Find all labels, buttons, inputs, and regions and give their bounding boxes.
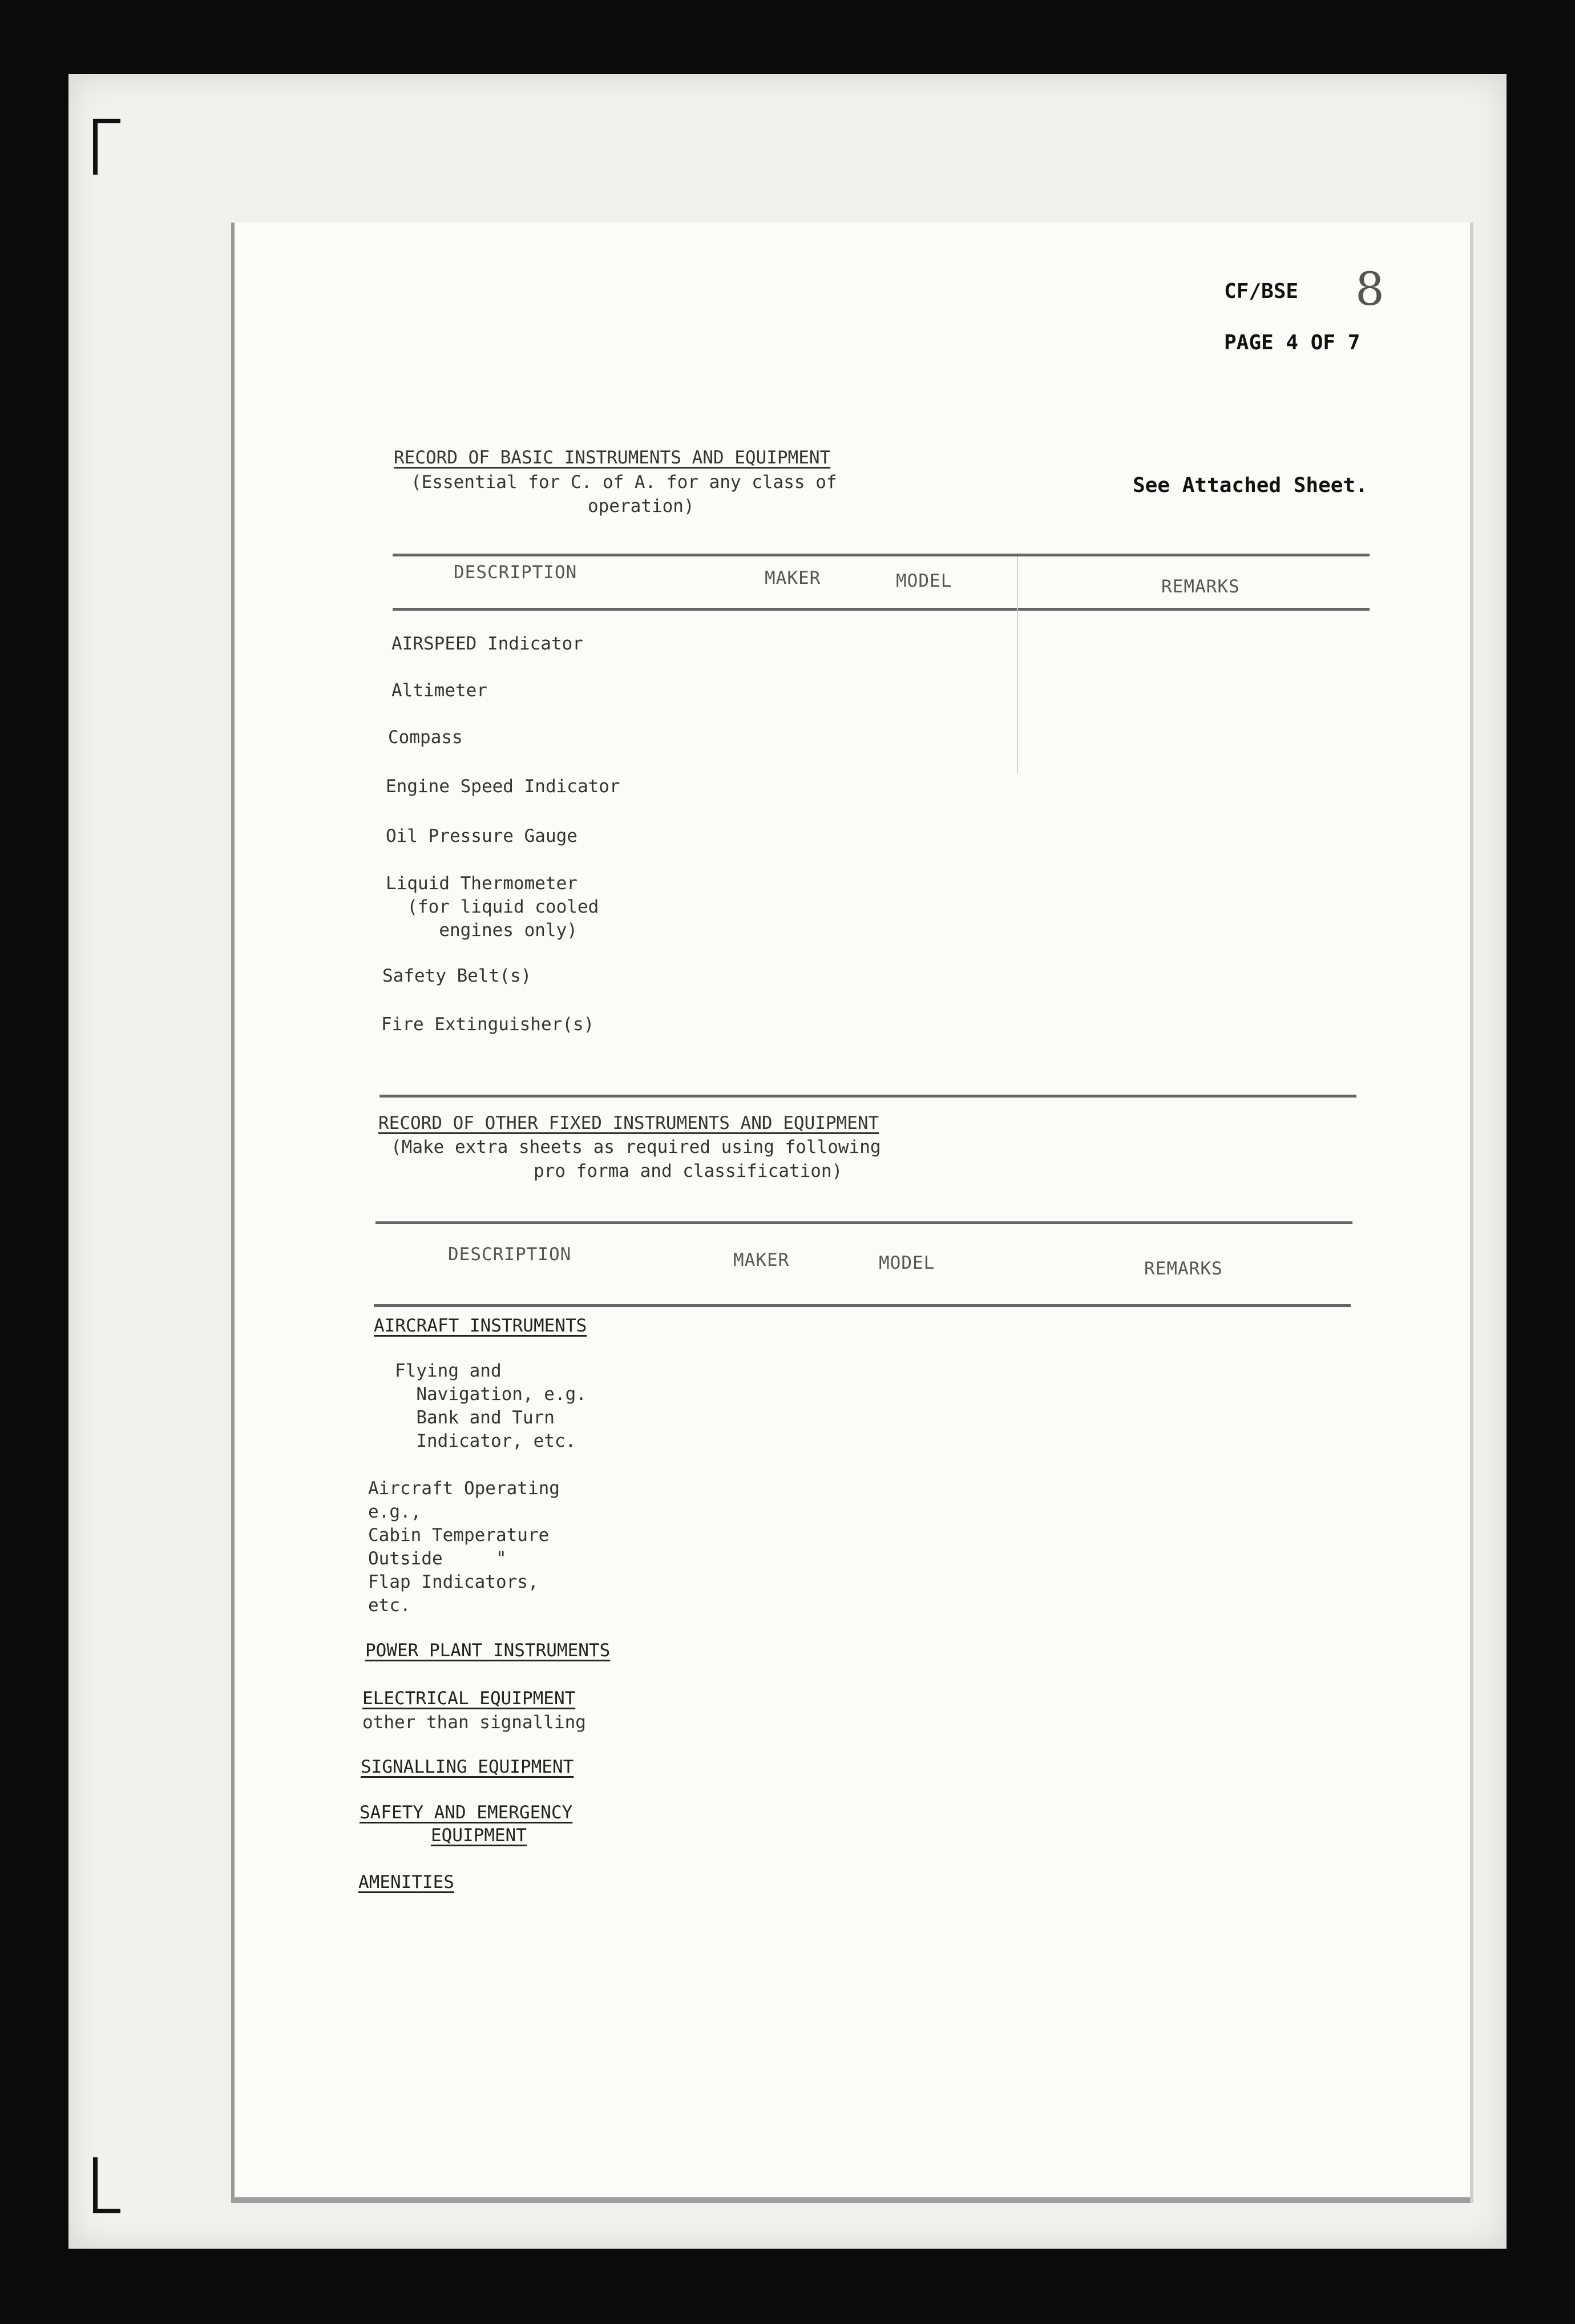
list-item: Fire Extinguisher(s) [381,1014,595,1035]
list-item: Flap Indicators, [368,1572,539,1592]
column-divider [1017,556,1018,773]
crop-mark-top-left [93,119,120,175]
category-heading: SIGNALLING EQUIPMENT [361,1757,574,1777]
category-subtext: other than signalling [362,1712,586,1733]
other-section-subtitle-1: (Make extra sheets as required using following [391,1137,881,1157]
basic-section-subtitle-2: operation) [588,496,694,517]
basic-section-title: RECORD OF BASIC INSTRUMENTS AND EQUIPMENT [394,447,831,468]
category-heading: POWER PLANT INSTRUMENTS [365,1640,611,1661]
list-item: Compass [388,727,463,748]
col-description: DESCRIPTION [448,1244,572,1265]
col-model: MODEL [879,1253,935,1273]
col-maker: MAKER [765,568,821,588]
list-item: Engine Speed Indicator [386,776,620,797]
list-item: Aircraft Operating [368,1478,560,1499]
list-item: etc. [368,1595,411,1616]
list-item: AIRSPEED Indicator [391,634,583,654]
col-remarks: REMARKS [1144,1258,1223,1279]
list-item: Bank and Turn [395,1407,555,1428]
list-item: Indicator, etc. [395,1431,576,1451]
list-item: Safety Belt(s) [382,966,532,986]
category-heading: EQUIPMENT [431,1825,527,1846]
list-item: Navigation, e.g. [395,1384,587,1405]
document-page [231,223,1470,2203]
category-heading: SAFETY AND EMERGENCY [360,1802,573,1823]
col-maker: MAKER [733,1250,790,1270]
category-heading: AMENITIES [358,1872,454,1893]
other-section-subtitle-2: pro forma and classification) [534,1161,843,1181]
handwritten-number: 8 [1355,263,1384,316]
crop-mark-bottom-left [93,2157,120,2213]
list-item: Cabin Temperature [368,1525,550,1546]
category-heading: ELECTRICAL EQUIPMENT [362,1688,576,1709]
rule [374,1304,1351,1307]
col-remarks: REMARKS [1161,576,1240,597]
list-item: (for liquid cooled [386,897,599,917]
see-attached-note: See Attached Sheet. [1133,474,1368,497]
list-item: Outside " [368,1548,507,1569]
form-code: CF/BSE [1224,280,1299,303]
category-heading: AIRCRAFT INSTRUMENTS [374,1316,587,1336]
list-item: Altimeter [391,680,487,701]
col-description: DESCRIPTION [454,562,578,583]
list-item: Flying and [395,1361,502,1381]
basic-section-subtitle-1: (Essential for C. of A. for any class of [411,472,837,493]
page-label: PAGE 4 OF 7 [1224,331,1360,354]
col-model: MODEL [896,571,952,591]
rule [379,1095,1356,1098]
other-section-title: RECORD OF OTHER FIXED INSTRUMENTS AND EQUIPMENT [378,1113,879,1133]
rule [393,554,1370,556]
list-item: Oil Pressure Gauge [386,826,578,846]
rule [375,1221,1352,1224]
list-item: Liquid Thermometer [386,873,578,894]
rule [393,608,1370,611]
list-item: e.g., [368,1502,422,1522]
list-item: engines only) [386,920,578,941]
